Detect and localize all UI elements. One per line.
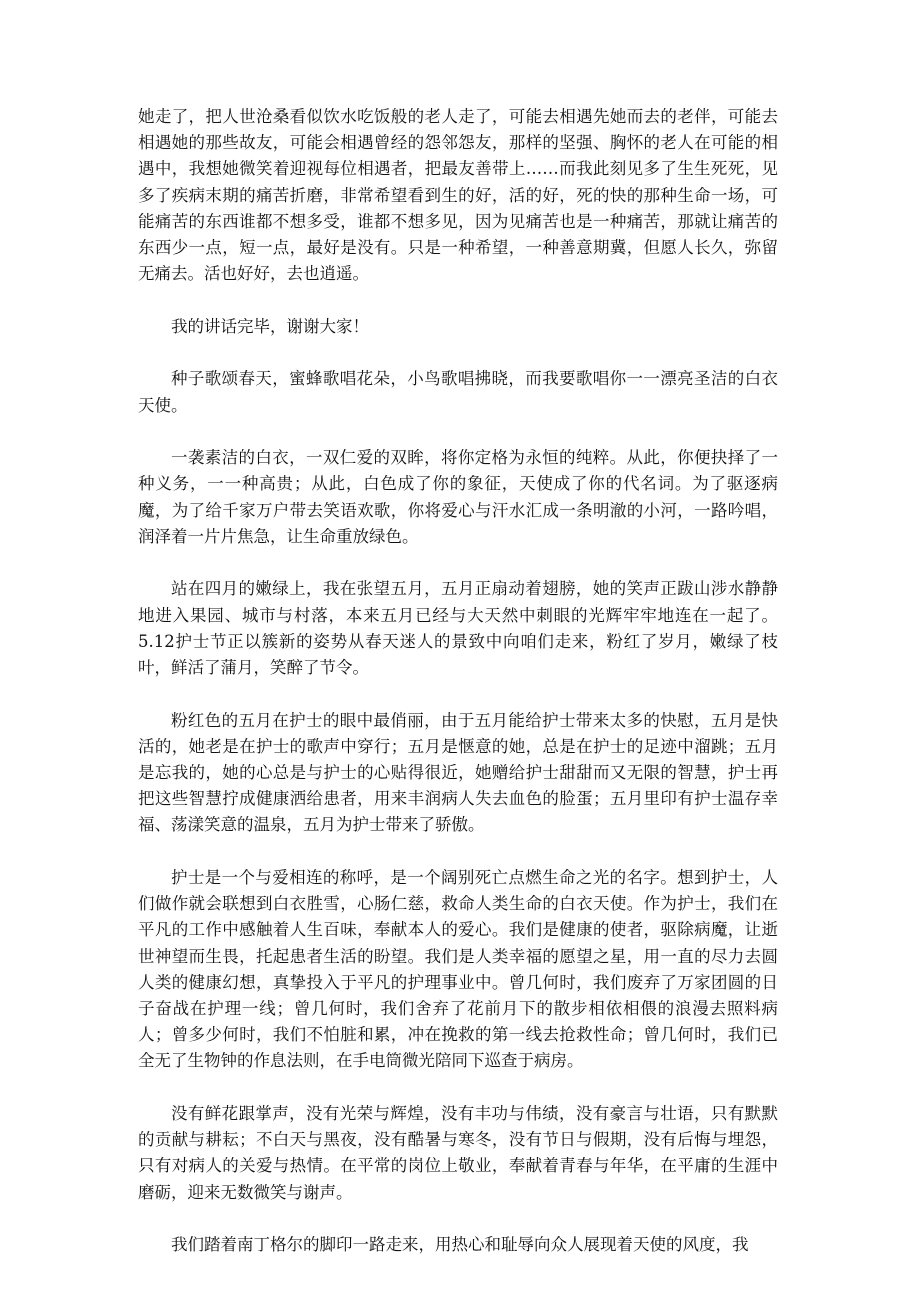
paragraph-1: 她走了，把人世沧桑看似饮水吃饭般的老人走了，可能去相遇先她而去的老伴，可能去相遇她的那些故友，可能会相遇曾经的怨邻怨友，那样的坚强、胸怀的老人在可能的相遇中，我想她微笑着迎视每位相遇者，把最友善带上……而我此刻见多了生生死死，见多了疾病末期的痛苦折磨，非常希望看到生的好，活的好，死的快的那种生命一场，可能痛苦的东西谁都不想多受，谁都不想多见，因为见痛苦也是一种痛苦，那就让痛苦的东西少一点，短一点，最好是没有。只是一种希望，一种善意期冀，但愿人长久，弥留无痛去。活也好好，去也逍遥。 xyxy=(138,107,778,284)
paragraph-2: 我的讲话完毕，谢谢大家！ xyxy=(171,316,369,336)
paragraph-9: 我们踏着南丁格尔的脚印一路走来，用热心和耻辱向众人展现着天使的风度，我 xyxy=(171,1235,749,1255)
document-body xyxy=(138,104,778,1258)
paragraph-8: 没有鲜花跟掌声，没有光荣与辉煌，没有丰功与伟绩，没有豪言与壮语，只有默默的贡献与耕耘；不白天与黑夜，没有酷暑与寒冬，没有节日与假期，没有后悔与埋怨，只有对病人的关爱与热情。在平常的岗位上敬业，奉献着青春与年华，在平庸的生涯中磨砺，迎来无数微笑与谢声。 xyxy=(138,1104,778,1202)
paragraph-5: 站在四月的嫩绿上，我在张望五月，五月正扇动着翅膀，她的笑声正跋山涉水静静地进入果园、城市与村落，本来五月已经与大天然中刺眼的光辉牢牢地连在一起了。5.12护士节正以簇新的姿势从春天迷人的景致中向咱们走来，粉红了岁月，嫩绿了枝叶，鲜活了蒲月，笑醉了节令。 xyxy=(138,579,778,678)
paragraph-6: 粉红色的五月在护士的眼中最俏丽，由于五月能给护士带来太多的快慰，五月是快活的，她老是在护士的歌声中穿行；五月是惬意的她，总是在护士的足迹中溜跳；五月是忘我的，她的心总是与护士的心贴得很近，她赠给护士甜甜而又无限的智慧，护士再把这些智慧拧成健康洒给患者，用来丰润病人失去血色的脸蛋；五月里印有护士温存幸福、荡漾笑意的温泉，五月为护士带来了骄傲。 xyxy=(138,710,778,835)
paragraph-4: 一袭素洁的白衣，一双仁爱的双眸，将你定格为永恒的纯粹。从此，你便抉择了一种义务，一一种高贵；从此，白色成了你的象征，天使成了你的代名词。为了驱逐病魔，为了给千家万户带去笑语欢歌，你将爱心与汗水汇成一条明澈的小河，一路吟唱，润泽着一片片焦急，让生命重放绿色。 xyxy=(138,448,778,546)
paragraph-7: 护士是一个与爱相连的称呼，是一个阔别死亡点燃生命之光的名字。想到护士，人们做作就会联想到白衣胜雪，心肠仁慈，救命人类生命的白衣天使。作为护士，我们在平凡的工作中感触着人生百味，奉献本人的爱心。我们是健康的使者，驱除病魔，让逝世神望而生畏，托起患者生活的盼望。我们是人类幸福的愿望之星，用一直的尽力去圆人类的健康幻想，真挚投入于平凡的护理事业中。曾几何时，我们废弃了万家团圆的日子奋战在护理一线；曾几何时，我们舍弃了花前月下的散步相依相偎的浪漫去照料病人；曾多少何时，我们不怕脏和累，冲在挽救的第一线去抢救性命；曾几何时，我们已全无了生物钟的作息法则，在手电筒微光陪同下巡查于病房。 xyxy=(138,868,778,1071)
paragraph-3: 种子歌颂春天，蜜蜂歌唱花朵，小鸟歌唱拂晓，而我要歌唱你一一漂亮圣洁的白衣天使。 xyxy=(138,369,778,415)
